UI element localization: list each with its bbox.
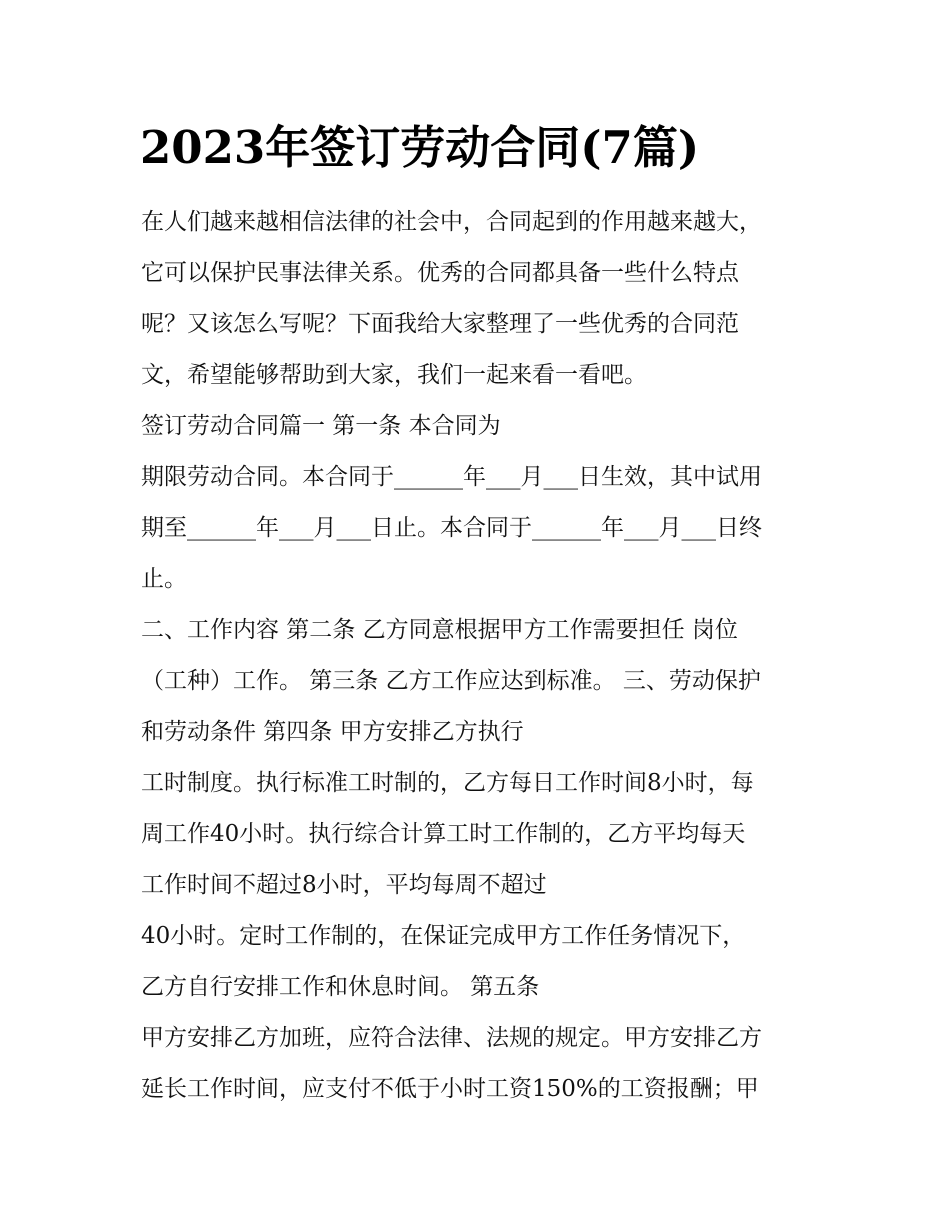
body-line: 工作时间不超过8小时，平均每周不超过	[141, 872, 547, 898]
body-line: 在人们越来越相信法律的社会中，合同起到的作用越来越大，	[141, 209, 762, 235]
body-line: 和劳动条件 第四条 甲方安排乙方执行	[141, 719, 524, 745]
body-line: 期限劳动合同。本合同于______年___月___日生效，其中试用	[141, 464, 762, 490]
body-line: 止。	[141, 566, 187, 592]
document-body	[141, 197, 821, 1115]
body-line: 二、工作内容 第二条 乙方同意根据甲方工作需要担任 岗位	[141, 617, 738, 643]
body-line: 签订劳动合同篇一 第一条 本合同为	[141, 413, 501, 439]
body-line: 文，希望能够帮助到大家，我们一起来看一看吧。	[141, 362, 647, 388]
body-line: 工时制度。执行标准工时制的，乙方每日工作时间8小时，每	[141, 770, 754, 796]
body-line: （工种）工作。 第三条 乙方工作应达到标准。 三、劳动保护	[141, 668, 761, 694]
body-line: 甲方安排乙方加班，应符合法律、法规的规定。甲方安排乙方	[141, 1025, 762, 1051]
body-line: 延长工作时间，应支付不低于小时工资150%的工资报酬；甲	[141, 1076, 759, 1102]
body-line: 它可以保护民事法律关系。优秀的合同都具备一些什么特点	[141, 260, 739, 286]
body-line: 周工作40小时。执行综合计算工时工作制的，乙方平均每天	[141, 821, 746, 847]
body-line: 期至______年___月___日止。本合同于______年___月___日终	[141, 515, 762, 541]
body-line: 40小时。定时工作制的，在保证完成甲方工作任务情况下，	[141, 923, 746, 949]
body-line: 呢？又该怎么写呢？下面我给大家整理了一些优秀的合同范	[141, 311, 739, 337]
body-line: 乙方自行安排工作和休息时间。 第五条	[141, 974, 540, 1000]
document-title: 2023年签订劳动合同(7篇)	[140, 121, 700, 174]
